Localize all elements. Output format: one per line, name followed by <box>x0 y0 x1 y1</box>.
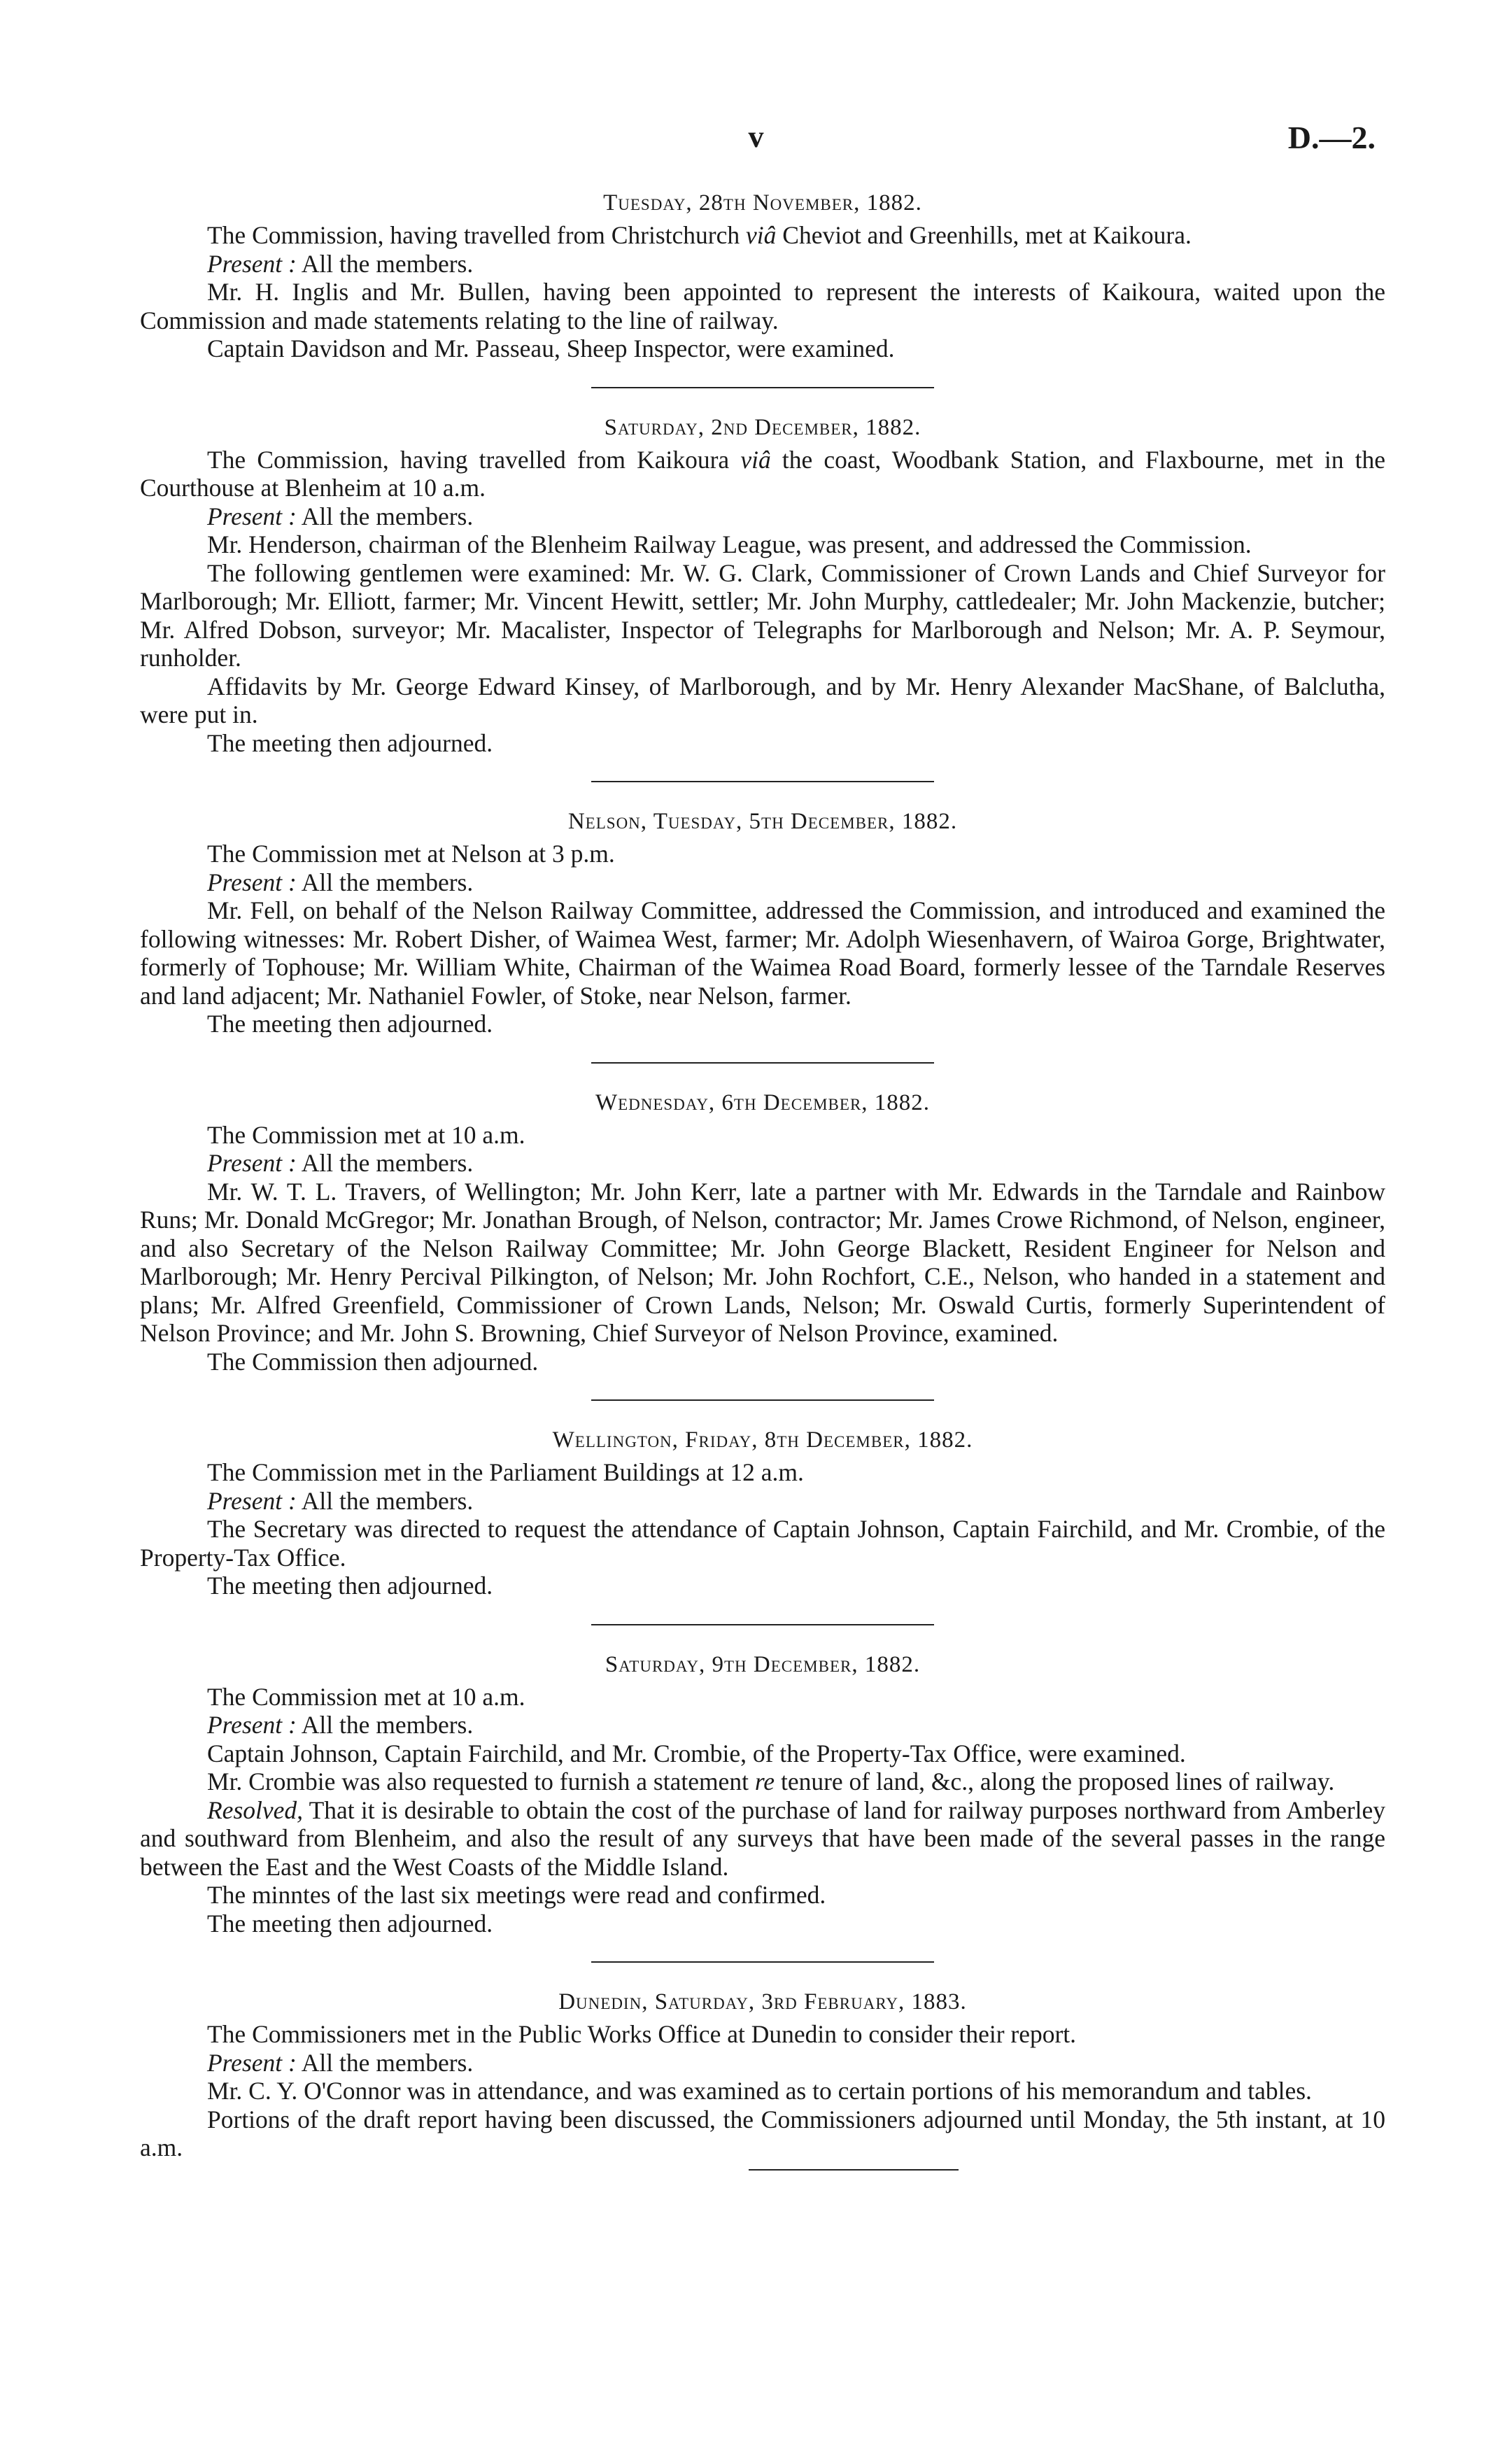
minutes-paragraph <box>140 896 1385 1010</box>
minutes-paragraph <box>140 559 1385 672</box>
meeting-heading: Wednesday, 6th December, 1882. <box>595 1089 931 1115</box>
text-run: Mr. H. Inglis and Mr. Bullen, having been appointed to represent the interests of Kaikoura, waited upon the Commission and made statements relating to the line of railway. <box>140 278 1385 334</box>
minutes-paragraph <box>140 1767 1385 1796</box>
minutes-paragraph <box>140 250 1385 278</box>
minutes-paragraph <box>140 1458 1385 1487</box>
minutes-paragraph <box>140 530 1385 559</box>
text-run: The meeting then adjourned. <box>207 728 493 757</box>
text-run: The Commission met in the Parliament Buildings at 12 a.m. <box>207 1458 804 1486</box>
minutes-paragraph <box>140 1348 1385 1376</box>
page-number: v <box>748 120 764 154</box>
minutes-body <box>140 189 1385 2171</box>
document-reference: D.—2. <box>1287 120 1376 155</box>
text-run: The Commission met at 10 a.m. <box>207 1682 525 1711</box>
meeting-heading: Nelson, Tuesday, 5th December, 1882. <box>567 809 958 834</box>
meeting-heading: Saturday, 9th December, 1882. <box>605 1651 921 1677</box>
section-divider <box>591 1961 934 1963</box>
text-run: The following gentlemen were examined: Mr. W. G. Clark, Commissioner of Crown Lands and Chief Surveyor for Marlborough; Mr. Elliott, farmer; Mr. Vincent Hewitt, settler; Mr. John Murphy, cattledealer; Mr. John Mackenzie, butcher; Mr. Alfred Dobson, surveyor; Mr. Macalister, Inspector of Telegraphs for Marlborough and Nelson; Mr. A. P. Seymour, runholder. <box>140 558 1385 672</box>
italic-text-run: viâ <box>746 221 777 249</box>
minutes-paragraph <box>140 334 1385 363</box>
minutes-paragraph <box>140 278 1385 334</box>
text-run: The Commission, having travelled from Christchurch <box>207 221 747 249</box>
minutes-paragraph <box>140 2020 1385 2049</box>
text-run: The Secretary was directed to request the attendance of Captain Johnson, Captain Fairchild, and Mr. Crombie, of the Property-Tax Office. <box>140 1515 1385 1572</box>
minutes-paragraph <box>140 1881 1385 1910</box>
text-run: The meeting then adjourned. <box>207 1010 493 1038</box>
text-run: The Commission met at Nelson at 3 p.m. <box>207 840 615 868</box>
text-run: Affidavits by Mr. George Edward Kinsey, of Marlborough, and by Mr. Henry Alexander MacShane, of Balclutha, were put in. <box>140 672 1385 728</box>
text-run: Cheviot and Greenhills, met at Kaikoura. <box>776 221 1192 249</box>
text-run: The Commission then adjourned. <box>207 1347 539 1376</box>
italic-text-run: Present : <box>207 249 297 278</box>
meeting-section <box>140 189 1385 363</box>
meeting-heading: Wellington, Friday, 8th December, 1882. <box>552 1427 973 1453</box>
minutes-paragraph <box>140 729 1385 758</box>
text-run: The minntes of the last six meetings were read and confirmed. <box>207 1881 826 1909</box>
minutes-paragraph <box>140 840 1385 868</box>
text-run: All the members. <box>296 1711 474 1739</box>
section-divider <box>591 387 934 388</box>
text-run: The meeting then adjourned. <box>207 1572 493 1600</box>
text-run: Captain Johnson, Captain Fairchild, and Mr. Crombie, of the Property-Tax Office, were examined. <box>207 1739 1186 1767</box>
italic-text-run: Present : <box>207 1711 297 1739</box>
minutes-paragraph <box>140 221 1385 250</box>
text-run: Captain Davidson and Mr. Passeau, Sheep Inspector, were examined. <box>207 334 895 362</box>
minutes-paragraph <box>140 1572 1385 1600</box>
text-run: Mr. Crombie was also requested to furnish a statement <box>207 1767 755 1795</box>
italic-text-run: Present : <box>207 502 297 530</box>
minutes-paragraph <box>140 502 1385 531</box>
text-run: That it is desirable to obtain the cost of the purchase of land for railway purposes northward from Amberley and southward from Blenheim, and also the result of any surveys that have been made of the several passes in the range between the East and the West Coasts of the Middle Island. <box>140 1795 1385 1881</box>
minutes-paragraph <box>140 1487 1385 1516</box>
italic-text-run: re <box>754 1767 775 1795</box>
meeting-section <box>140 807 1385 1038</box>
section-divider <box>591 781 934 782</box>
meeting-section <box>140 1426 1385 1600</box>
text-run: Mr. C. Y. O'Connor was in attendance, and was examined as to certain portions of his memorandum and tables. <box>207 2077 1312 2105</box>
text-run: tenure of land, &c., along the proposed lines of railway. <box>775 1767 1335 1795</box>
minutes-paragraph <box>140 1149 1385 1178</box>
italic-text-run: Present : <box>207 2048 297 2077</box>
meeting-heading: Saturday, 2nd December, 1882. <box>604 414 921 440</box>
text-run: Portions of the draft report having been discussed, the Commissioners adjourned until Monday, the 5th instant, at 10 a.m. <box>140 2105 1385 2161</box>
minutes-paragraph <box>140 1178 1385 1348</box>
minutes-paragraph <box>140 2105 1385 2162</box>
minutes-paragraph <box>140 1739 1385 1768</box>
meeting-section <box>140 1988 1385 2162</box>
text-run: The Commission, having travelled from Kaikoura <box>207 445 741 474</box>
minutes-paragraph <box>140 446 1385 502</box>
minutes-paragraph <box>140 2049 1385 2077</box>
section-divider <box>591 1062 934 1064</box>
text-run: Mr. W. T. L. Travers, of Wellington; Mr. John Kerr, late a partner with Mr. Edwards in the Tarndale and Rainbow Runs; Mr. Donald McGregor; Mr. Jonathan Brough, of Nelson, contractor; Mr. James Crowe Richmond, of Nelson, engineer, and also Secretary of the Nelson Railway Committee; Mr. John George Blackett, Resident Engineer for Nelson and Marlborough; Mr. Henry Percival Pilkington, of Nelson; Mr. John Rochfort, C.E., Nelson, who handed in a statement and plans; Mr. Alfred Greenfield, Commissioner of Crown Lands, Nelson; Mr. Oswald Curtis, formerly Superintendent of Nelson Province; and Mr. John S. Browning, Chief Surveyor of Nelson Province, examined. <box>140 1177 1385 1347</box>
italic-text-run: viâ <box>740 445 771 474</box>
minutes-paragraph <box>140 1683 1385 1712</box>
text-run: The Commissioners met in the Public Works Office at Dunedin to consider their report. <box>207 2020 1077 2048</box>
text-run: All the members. <box>296 1486 474 1515</box>
italic-text-run: Present : <box>207 1149 297 1177</box>
italic-text-run: Present : <box>207 868 297 896</box>
closing-rule <box>749 2169 959 2171</box>
text-run: All the members. <box>296 249 474 278</box>
meeting-heading: Tuesday, 28th November, 1882. <box>603 190 922 216</box>
meeting-heading: Dunedin, Saturday, 3rd February, 1883. <box>558 1989 967 2014</box>
text-run: All the members. <box>296 2048 474 2077</box>
italic-text-run: Resolved, <box>207 1795 304 1824</box>
minutes-paragraph <box>140 672 1385 729</box>
section-divider <box>591 1624 934 1625</box>
meeting-section <box>140 414 1385 758</box>
text-run: All the members. <box>296 1149 474 1177</box>
text-run: the coast, Woodbank Station, and Flaxbourne, met in the Courthouse at Blenheim at 10 a.m. <box>140 445 1385 502</box>
minutes-paragraph <box>140 1121 1385 1150</box>
text-run: All the members. <box>296 868 474 896</box>
meeting-section <box>140 1651 1385 1938</box>
minutes-paragraph <box>140 1910 1385 1938</box>
minutes-paragraph <box>140 1515 1385 1572</box>
minutes-paragraph <box>140 1711 1385 1739</box>
minutes-paragraph <box>140 868 1385 897</box>
minutes-paragraph <box>140 2077 1385 2105</box>
meeting-section <box>140 1089 1385 1376</box>
minutes-paragraph <box>140 1010 1385 1038</box>
text-run: Mr. Fell, on behalf of the Nelson Railway Committee, addressed the Commission, and introduced and examined the following witnesses: Mr. Robert Disher, of Waimea West, farmer; Mr. Adolph Wiesenhavern, of Wairoa Gorge, Brightwater, formerly of Tophouse; Mr. William White, Chairman of the Waimea Road Board, formerly lessee of the Tarndale Reserves and land adjacent; Mr. Nathaniel Fowler, of Stoke, near Nelson, farmer. <box>140 896 1385 1010</box>
text-run: Mr. Henderson, chairman of the Blenheim Railway League, was present, and addressed the Commission. <box>207 530 1252 558</box>
text-run: All the members. <box>296 502 474 530</box>
section-divider <box>591 1399 934 1401</box>
text-run: The Commission met at 10 a.m. <box>207 1120 525 1149</box>
text-run: The meeting then adjourned. <box>207 1909 493 1938</box>
italic-text-run: Present : <box>207 1486 297 1515</box>
minutes-paragraph <box>140 1796 1385 1882</box>
